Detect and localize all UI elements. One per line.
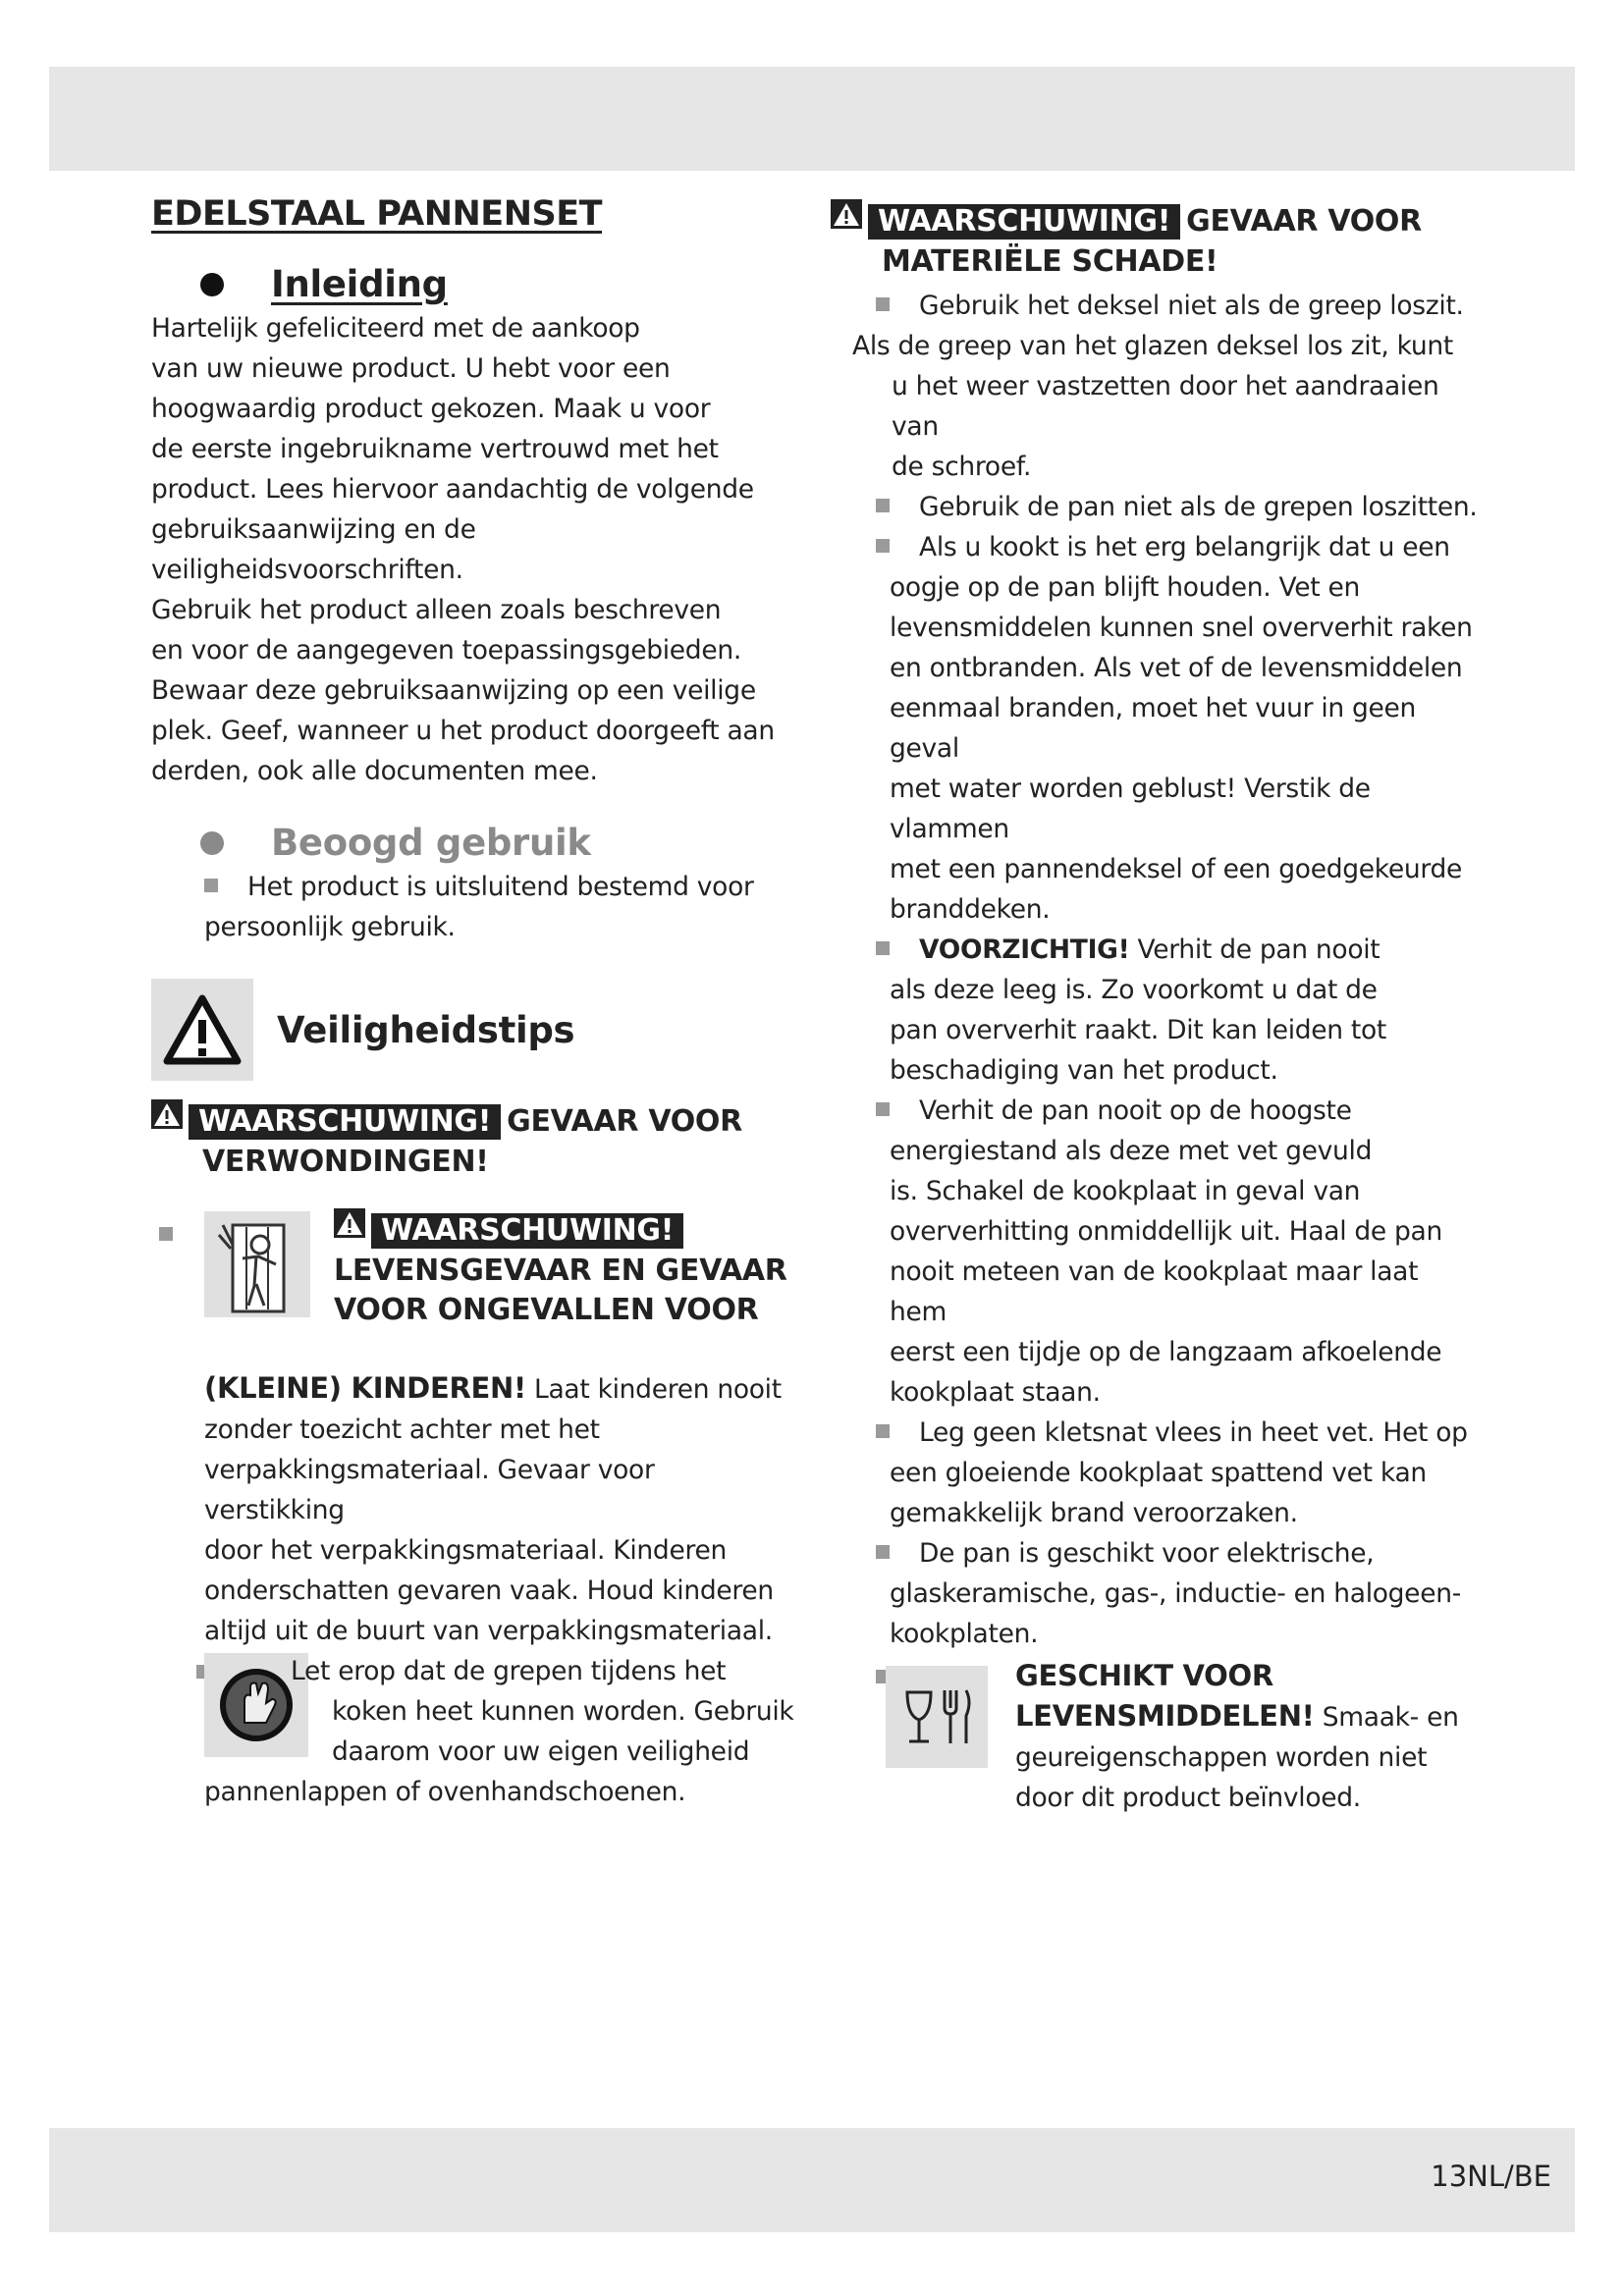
header-band: [49, 67, 1575, 171]
food-safe-icon: [886, 1666, 988, 1768]
child-warning-heading: WAARSCHUWING! LEVENSGEVAAR EN GEVAAR VOOR ONGEVALLEN VOOR: [334, 1211, 787, 1330]
right-bullet-caution: VOORZICHTIG! Verhit de pan nooit: [876, 930, 1481, 970]
warning-icon: [334, 1208, 365, 1249]
right-bullet-caution-text: als deze leeg is. Zo voorkomt u dat de pan oververhit raakt. Dit kan leiden tot beschadiging van het product.: [890, 975, 1387, 1086]
section-safety-heading: Veiligheidstips: [151, 979, 789, 1081]
warning-material-damage: WAARSCHUWING! GEVAAR VOOR MATERIËLE SCHADE!: [831, 202, 1481, 282]
bullet-square-icon: [876, 941, 890, 955]
footer-band: [49, 2128, 1575, 2232]
warning-icon: [831, 199, 862, 240]
right-bullet-handles: Gebruik de pan niet als de grepen loszitten.: [876, 487, 1481, 527]
bullet-dot-icon: [200, 831, 224, 855]
bullet-square-icon: [876, 1424, 890, 1438]
food-safe-item: [831, 1656, 1481, 1823]
right-bullet-highest: Verhit de pan nooit op de hoogste: [876, 1091, 1481, 1131]
bullet-square-icon: [876, 1545, 890, 1559]
right-bullet-cooking-text: oogje op de pan blijft houden. Vet en levensmiddelen kunnen snel oververhit raken en ontbranden. Als vet of de levensmiddelen eenmaal branden, moet het vuur in geen geval met water worden geblust! Verstik de vlammen met een pannendeksel of een goedgekeurde branddeken.: [890, 572, 1473, 925]
child-packaging-icon: [204, 1211, 310, 1317]
section-usage-heading: Beoogd gebruik: [200, 823, 789, 863]
glove-item: Let erop dat de grepen tijdens het koken heet kunnen worden. Gebruik daarom voor uw eigen veiligheid pannenlappen of ovenhandschoenen.: [151, 1651, 789, 1812]
right-bullet-hobs-text: glaskeramische, gas-, inductie- en halogeen- kookplaten.: [890, 1578, 1461, 1649]
right-column: WAARSCHUWING! GEVAAR VOOR MATERIËLE SCHADE! Gebruik het deksel niet als de greep loszit. Als de greep van het glazen deksel los zit, kunt u het weer vastzetten door het aandraaien van de schroef. Gebruik de pan niet als de grepen loszitten. Als u kookt is het erg belangrijk dat u een oogje op de pan blijft houden. Vet en levensmiddelen kunnen snel oververhit raken en ontbranden. Als vet of de levensmiddelen eenmaal branden, moet het vuur in geen geval met water worden geblust! Verstik de vlammen met een pannendeksel of een goedgekeurde branddeken. VOORZICHTIG! Verhit de pan nooit als deze leeg is. Zo voorkomt u dat de pan oververhit raakt. Dit kan leiden tot beschadiging van het product. Verhit de pan nooit op de hoogste energiestand als deze met vet gevuld is. Schakel de kookplaat in geval van oververhitting onmiddellijk uit. Haal de pan nooit meteen van de kookplaat maar laat hem eerst een tijdje op de langzaam afkoelende kookplaat staan. Leg geen kletsnat vlees in heet vet. Het op een gloeiende kookplaat spattend vet kan gemakkelijk brand veroorzaken. De pan is geschikt voor elektrische, glaskeramische, gas-, inductie- en halogeen- kookplaten. GESCHIKT VOOR LEVENSMIDDELEN! Smaak- en geureigenschappen worden niet door dit product beïnvloed.: [831, 202, 1481, 1823]
right-bullet-highest-text: energiestand als deze met vet gevuld is. Schakel de kookplaat in geval van oververhitting onmiddellijk uit. Haal de pan nooit meteen van de kookplaat maar laat hem eerst een tijdje op de langzaam afkoelende kookplaat staan.: [890, 1136, 1442, 1408]
bullet-square-icon: [876, 499, 890, 512]
bullet-square-icon: [876, 297, 890, 311]
intro-text: Hartelijk gefeliciteerd met de aankoop van uw nieuwe product. U hebt voor een hoogwaardig product gekozen. Maak u voor de eerste ingebruikname vertrouwd met het product. Lees hiervoor aandachtig de volgende gebruiksaanwijzing en de veiligheidsvoorschriften. Gebruik het product alleen zoals beschreven en voor de aangegeven toepassingsgebieden. Bewaar deze gebruiksaanwijzing op een veilige plek. Geef, wanneer u het product doorgeeft aan derden, ook alle documenten mee.: [151, 313, 775, 786]
child-warning-block: [151, 1211, 789, 1368]
warning-icon: [151, 1099, 183, 1140]
food-safe-text: GESCHIKT VOOR LEVENSMIDDELEN! Smaak- en geureigenschappen worden niet door dit product beïnvloed.: [1015, 1659, 1459, 1813]
child-warning-text: (KLEINE) KINDEREN! Laat kinderen nooit zonder toezicht achter met het verpakkingsmateriaal. Gevaar voor verstikking door het verpakkingsmateriaal. Kinderen onderschatten gevaren vaak. Houd kinderen altijd uit de buurt van verpakkingsmateriaal.: [204, 1371, 782, 1646]
left-column: EDELSTAAL PANNENSET Inleiding Hartelijk gefeliciteerd met de aankoop van uw nieuwe product. U hebt voor een hoogwaardig product gekozen. Maak u voor de eerste ingebruikname vertrouwd met het product. Lees hiervoor aandachtig de volgende gebruiksaanwijzing en de veiligheidsvoorschriften. Gebruik het product alleen zoals beschreven en voor de aangegeven toepassingsgebieden. Bewaar deze gebruiksaanwijzing op een veilige plek. Geef, wanneer u het product doorgeeft aan derden, ook alle documenten mee. Beoogd gebruik Het product is uitsluitend bestemd voor persoonlijk gebruik. Veiligheidstips WAARSCHUWING! GEVAAR VOOR VERWONDINGEN! WAARSCHUWING! LEVENSGEVAAR EN GEVAAR VOOR ONGEVALLEN VOOR (KLEINE) KINDEREN! Laat kinderen nooit zonder toezicht achter met het verpakkingsmateriaal. Gevaar voor verstikking door het verpakkingsmateriaal. Kinderen onderschatten gevaren vaak. Houd kinderen altijd uit de buurt van verpakkingsmateriaal. Let erop dat de grepen tijdens het koken heet kunnen worden. Gebruik daarom voor uw eigen veiligheid pannenlappen of ovenhandschoenen.: [151, 187, 789, 1812]
right-bullet-meat-text: een gloeiende kookplaat spattend vet kan gemakkelijk brand veroorzaken.: [890, 1458, 1427, 1528]
usage-item: Het product is uitsluitend bestemd voor: [204, 867, 789, 907]
bullet-square-icon: [876, 539, 890, 553]
page-number: 13NL/BE: [1431, 2160, 1551, 2193]
bullet-dot-icon: [200, 273, 224, 296]
bullet-square-icon: [876, 1102, 890, 1116]
warning-triangle-icon: [151, 979, 253, 1081]
warning-injury: WAARSCHUWING! GEVAAR VOOR VERWONDINGEN!: [151, 1102, 789, 1182]
right-bullet-lid: Gebruik het deksel niet als de greep loszit.: [876, 286, 1481, 326]
right-bullet-hobs: De pan is geschikt voor elektrische,: [876, 1533, 1481, 1574]
bullet-square-icon: [204, 879, 218, 892]
right-bullet-meat: Leg geen kletsnat vlees in heet vet. Het op: [876, 1413, 1481, 1453]
right-bullet-cooking: Als u kookt is het erg belangrijk dat u een: [876, 527, 1481, 567]
page-title: EDELSTAAL PANNENSET: [151, 194, 603, 234]
bullet-square-icon: [159, 1227, 173, 1241]
section-intro-heading: Inleiding: [200, 264, 789, 304]
